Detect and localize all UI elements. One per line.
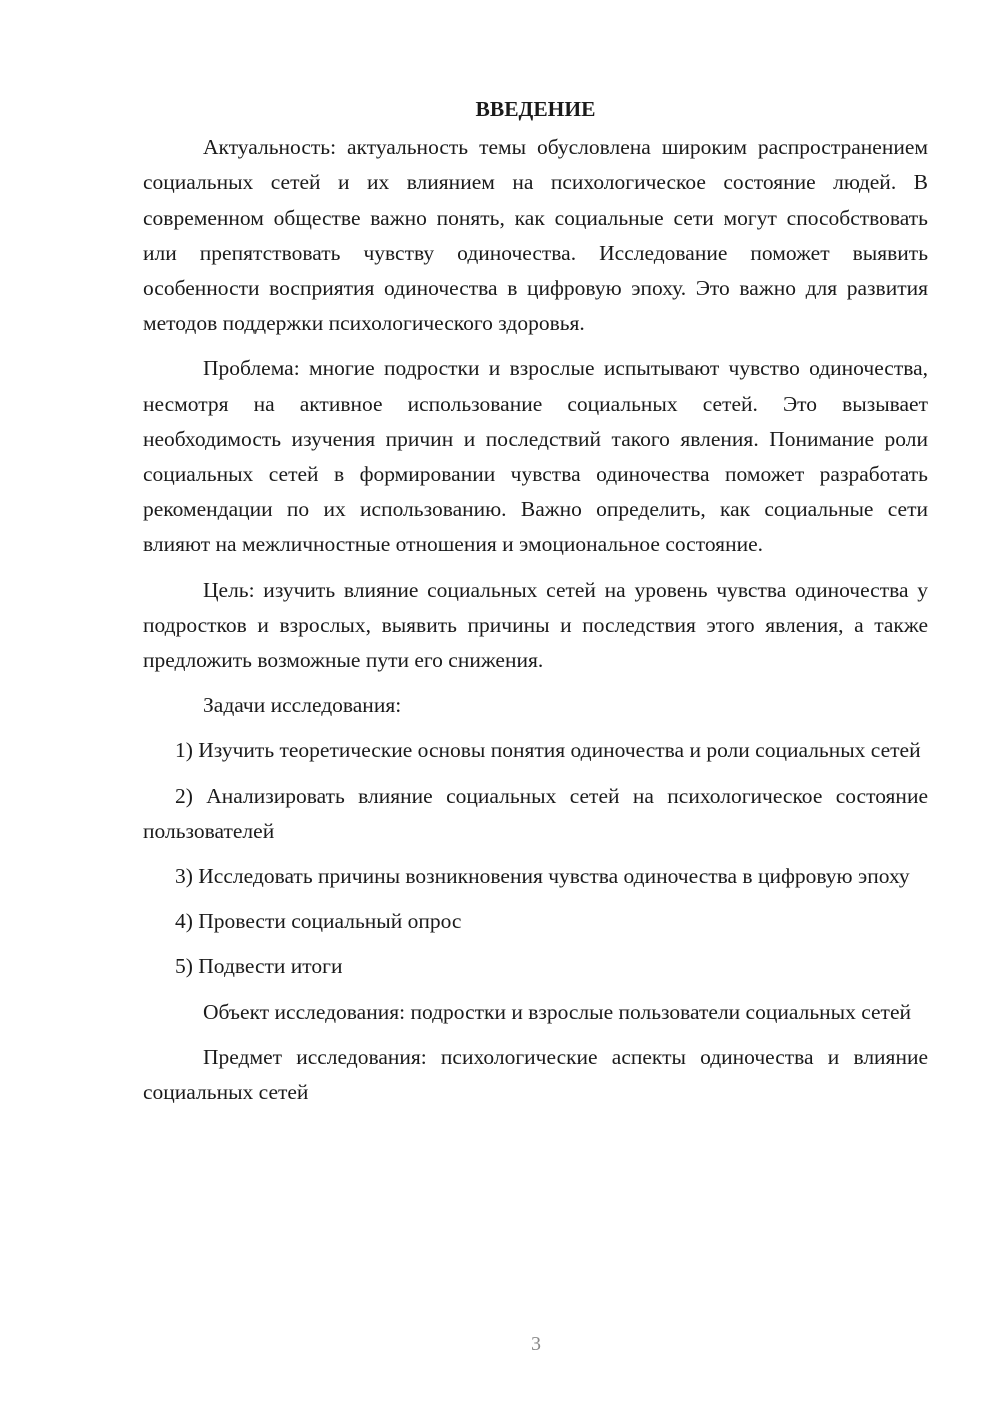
- task-item-1: 1) Изучить теоретические основы понятия одиночества и роли социальных сетей: [175, 738, 921, 763]
- task-item-4: 4) Провести социальный опрос: [175, 909, 462, 934]
- task-item-5: 5) Подвести итоги: [175, 954, 343, 979]
- task-item-2: 2) Анализировать влияние социальных сетей на психологическое состояние пользователей: [143, 783, 928, 843]
- relevance-paragraph: Актуальность: актуальность темы обусловлена широким распространением социальных сетей и их влиянием на психологическое состояние людей. В современном обществе важно понять, как социальные сети могут способствовать или препятствовать чувству одиночества. Исследование поможет выявить особенности восприятия одиночества в цифровую эпоху. Это важно для развития методов поддержки психологического здоровья.: [143, 135, 928, 336]
- goal-paragraph: Цель: изучить влияние социальных сетей на уровень чувства одиночества у подростков и взрослых, выявить причины и последствия этого явления, а также предложить возможные пути его снижения.: [143, 577, 928, 673]
- problem-paragraph: Проблема: многие подростки и взрослые испытывают чувство одиночества, несмотря на активное использование социальных сетей. Это вызывает необходимость изучения причин и последствий такого явления. Понимание роли социальных сетей в формировании чувства одиночества поможет разработать рекомендации по их использованию. Важно определить, как социальные сети влияют на межличностные отношения и эмоциональное состояние.: [143, 356, 928, 557]
- document-page: [143, 92, 928, 1120]
- page-number: 3: [531, 1333, 541, 1355]
- research-object-paragraph: Объект исследования: подростки и взрослые пользователи социальных сетей: [203, 999, 911, 1024]
- tasks-heading: Задачи исследования:: [203, 693, 402, 718]
- task-item-3: 3) Исследовать причины возникновения чувства одиночества в цифровую эпоху: [175, 864, 910, 889]
- research-subject-paragraph: Предмет исследования: психологические аспекты одиночества и влияние социальных сетей: [143, 1044, 928, 1105]
- section-title: ВВЕДЕНИЕ: [475, 97, 596, 121]
